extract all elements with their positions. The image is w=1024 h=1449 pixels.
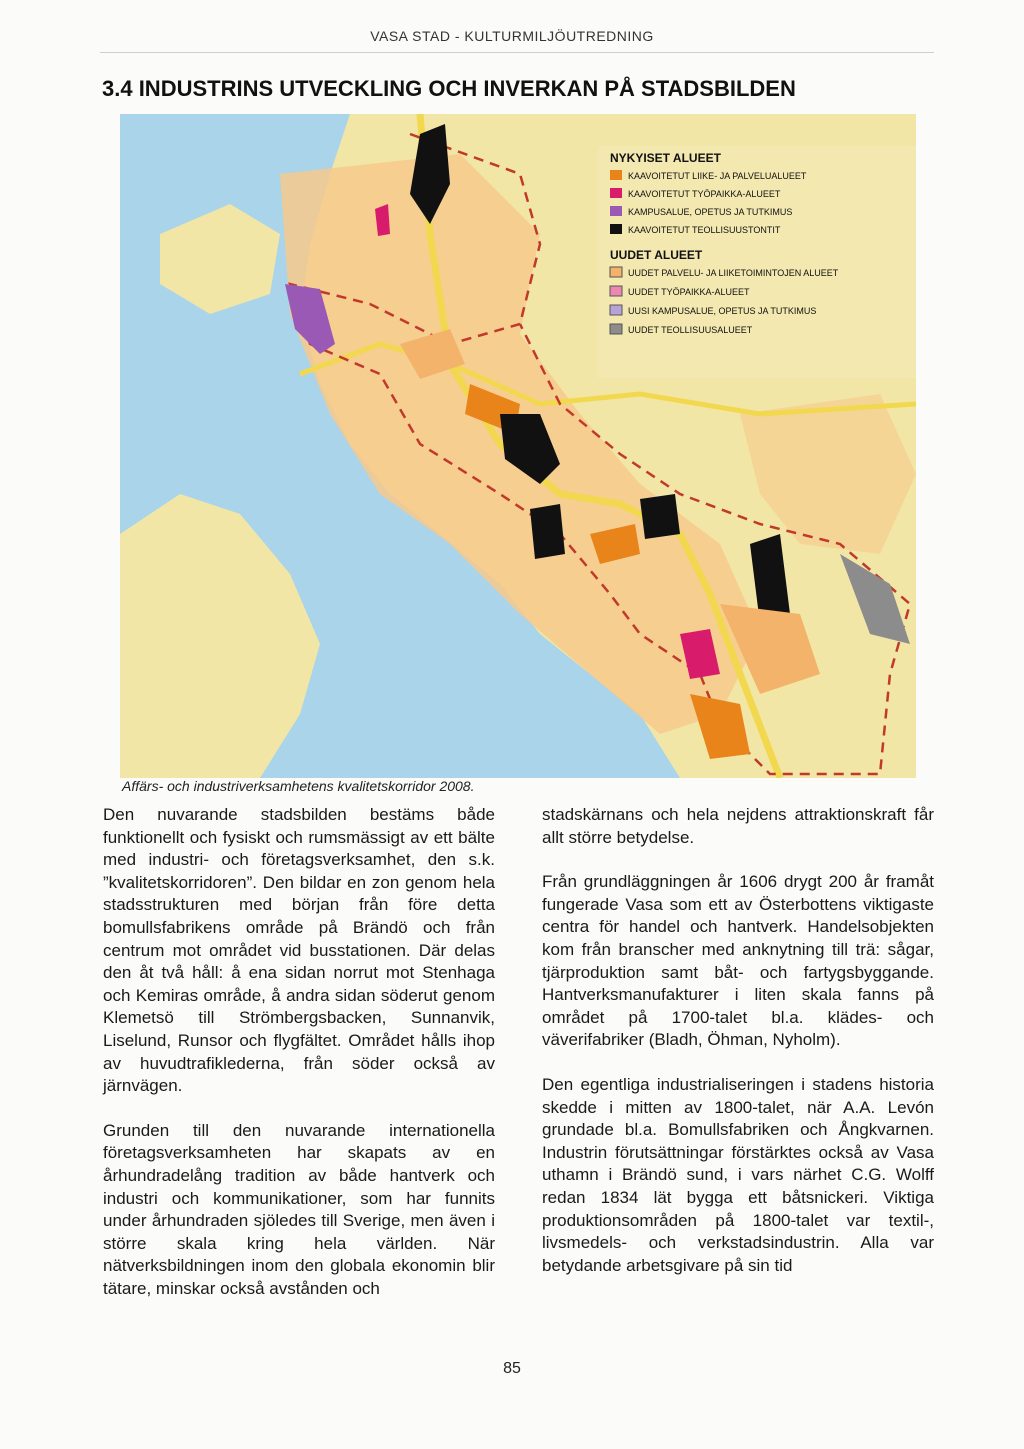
header-divider (100, 52, 934, 53)
legend-label-current-3: KAAVOITETUT TEOLLISUUSTONTIT (628, 225, 781, 235)
body-column-right (542, 804, 934, 1299)
legend-heading-new: UUDET ALUEET (610, 248, 703, 262)
legend-swatch-current-1 (610, 188, 622, 198)
zone-industrial-south-2 (640, 494, 680, 539)
legend-label-new-2: UUSI KAMPUSALUE, OPETUS JA TUTKIMUS (628, 306, 817, 316)
figure-caption: Affärs- och industriverksamhetens kvalitetskorridor 2008. (122, 778, 475, 794)
body-column-left (103, 804, 495, 1322)
page-number: 85 (503, 1360, 521, 1377)
legend-swatch-current-3 (610, 224, 622, 234)
legend-label-new-1: UUDET TYÖPAIKKA-ALUEET (628, 287, 750, 297)
legend-label-current-1: KAAVOITETUT TYÖPAIKKA-ALUEET (628, 189, 781, 199)
paragraph: Grunden till den nuvarande internationella företagsverksamheten har skapats av en århundradelång tradition av både hantverk och industri och kommunikationer, som har funnits under århundraden sjöledes till Sverige, men även i större skala kring hela världen. När nätverksbildningen inom den globala ekonomin blir tätare, minskar också avstånden och (103, 1120, 495, 1298)
paragraph: stadskärnans och hela nejdens attraktionskraft får allt större betydelse. (542, 805, 934, 847)
legend-label-new-0: UUDET PALVELU- JA LIIKETOIMINTOJEN ALUEET (628, 268, 839, 278)
map-legend (598, 146, 916, 378)
corridor-map (120, 114, 916, 778)
zone-industrial-south-1 (530, 504, 565, 559)
legend-label-current-0: KAAVOITETUT LIIKE- JA PALVELUALUEET (628, 171, 807, 181)
paragraph: Den nuvarande stadsbilden bestäms både funktionellt och fysiskt och rumsmässigt av ett bälte med industri- och företagsverksamhet, den s.k. ”kvalitetskorridoren”. Den bildar en zon genom hela stadsstrukturen med början från före detta bomullsfabrikens område på Brändö och från centrum mot området vid busstationen. Där delas den åt två håll: å ena sidan norrut mot Stenhaga och Kemiras område, å andra sidan söderut genom Klemetsö till Strömbergsbacken, Sunnanvik, Liselund, Runsor och flygfältet. Området hålls ihop av huvudtrafiklederna, från söder också av järnvägen. (103, 805, 495, 1096)
legend-swatch-current-2 (610, 206, 622, 216)
legend-label-current-2: KAMPUSALUE, OPETUS JA TUTKIMUS (628, 207, 793, 217)
section-title: 3.4 INDUSTRINS UTVECKLING OCH INVERKAN PÅ STADSBILDEN (102, 76, 796, 101)
legend-label-new-3: UUDET TEOLLISUUSALUEET (628, 325, 753, 335)
map-figure (120, 114, 916, 778)
legend-swatch-current-0 (610, 170, 622, 180)
legend-swatch-new-2 (610, 305, 622, 315)
paragraph: Från grundläggningen år 1606 drygt 200 år framåt fungerade Vasa som ett av Österbottens viktigaste centra för handel och hantverk. Handelsobjekten kom från branscher med anknytning till trä: sågar, tjärproduktion samt båt- och fartygsbyggande. Hantverksmanufakturer i liten skala fanns på området på 1700-talet bl.a. klädes- och väverifabriker (Bladh, Öhman, Nyholm). (542, 872, 934, 1050)
paragraph: Den egentliga industrialiseringen i stadens historia skedde i mitten av 1800-talet, när A.A. Levón grundade bl.a. Bomullsfabriken och Ångkvarnen. Industrin förutsättningar förstärktes också av Vasa uthamn i Brändö sund, i vars närhet C.G. Wolff redan 1834 lät bygga ett båtsnickeri. Viktiga produktionsområden på 1800-talet var textil-, livsmedels- och verkstadsindustrin. Alla var betydande arbetsgivare på sin tid (542, 1074, 934, 1275)
running-head: VASA STAD - KULTURMILJÖUTREDNING (370, 28, 654, 44)
legend-swatch-new-3 (610, 324, 622, 334)
legend-swatch-new-0 (610, 267, 622, 277)
legend-heading-current: NYKYISET ALUEET (610, 151, 721, 165)
legend-swatch-new-1 (610, 286, 622, 296)
